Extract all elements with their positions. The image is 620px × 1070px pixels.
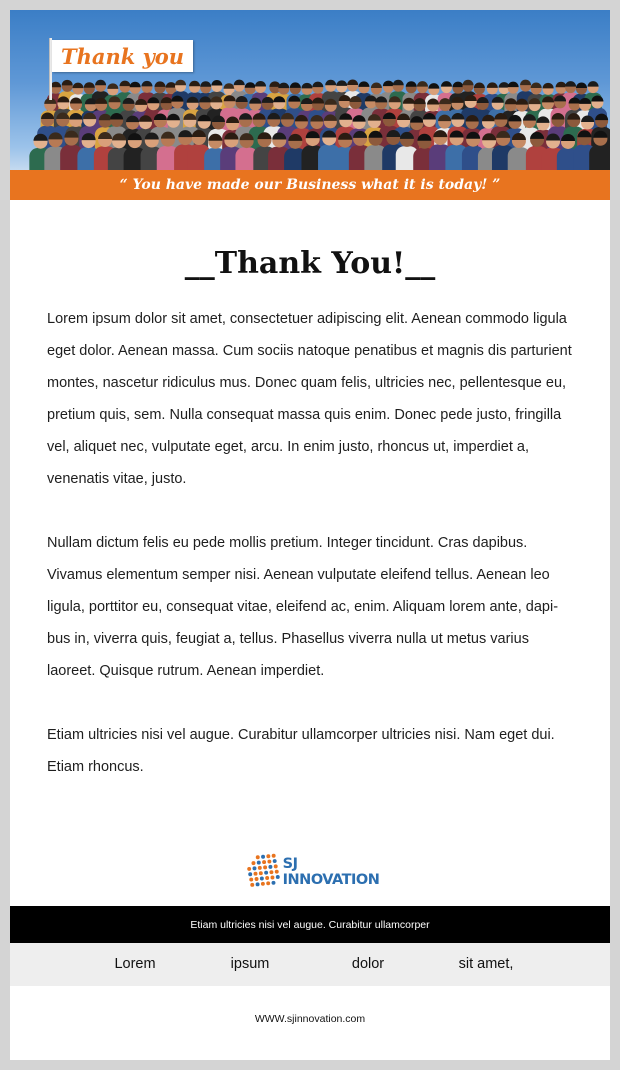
crowd-person-hair — [200, 81, 211, 86]
crowd-person-hair — [107, 83, 118, 89]
crowd-person-hair — [520, 80, 531, 86]
crowd-person-hair — [406, 81, 417, 87]
footer-nav-link-sit-amet[interactable]: sit amet, — [458, 956, 514, 972]
crowd-person-hair — [543, 83, 554, 88]
crowd-person-hair — [383, 81, 394, 86]
crowd-person-hair — [463, 80, 474, 86]
body-text — [47, 303, 573, 815]
crowd-person-hair — [234, 80, 245, 86]
footer-nav-link-lorem[interactable]: Lorem — [114, 956, 156, 972]
logo-text: SJ INNOVATION — [282, 856, 380, 888]
crowd-person-hair — [302, 83, 313, 89]
crowd-photo — [10, 10, 610, 172]
crowd-person-hair — [255, 81, 266, 87]
footer-tagline-bar — [10, 906, 610, 943]
logo-dot — [269, 870, 273, 874]
logo-dot — [254, 872, 258, 876]
logo-dot — [261, 855, 265, 859]
logo-dot — [275, 870, 279, 874]
crowd-person-hair — [175, 80, 186, 85]
crowd-person-body — [589, 145, 610, 172]
logo-dot — [247, 867, 251, 871]
website-link[interactable]: WWW.sjinnovation.com — [254, 1013, 366, 1025]
logo-dot — [265, 876, 269, 880]
paragraph-3: Etiam ultricies nisi vel augue. Curabitur ullamcorper ultricies nisi. Nam eget dui. Etiam rhoncus. — [47, 727, 555, 775]
crowd-person-hair — [155, 81, 166, 87]
company-logo[interactable] — [242, 850, 382, 894]
slogan-bar — [10, 170, 610, 200]
logo-dot — [260, 877, 264, 881]
logo-dot — [251, 861, 255, 865]
crowd-person-hair — [95, 80, 106, 85]
logo-dot — [257, 861, 261, 865]
logo-dot — [267, 860, 271, 864]
logo-dot — [272, 854, 276, 858]
crowd-person-hair — [453, 82, 464, 88]
logo-dot — [258, 866, 262, 870]
logo-dot — [249, 878, 253, 882]
footer-nav — [10, 943, 610, 986]
crowd-person-hair — [417, 81, 428, 87]
crowd-person-hair — [588, 81, 599, 87]
footer-nav-link-ipsum[interactable]: ipsum — [230, 956, 270, 972]
crowd-person-hair — [189, 81, 200, 87]
crowd-person-hair — [62, 80, 73, 86]
logo-dot — [273, 859, 277, 863]
crowd-person-hair — [487, 82, 498, 88]
crowd-person-hair — [245, 82, 256, 88]
logo-dot — [250, 883, 254, 887]
crowd-person-hair — [347, 80, 358, 85]
footer-tagline: Etiam ultricies nisi vel augue. Curabitur ullamcorper — [190, 918, 430, 931]
crowd-person-hair — [441, 81, 452, 87]
thank-you-flag — [49, 38, 193, 76]
logo-dot — [259, 871, 263, 875]
logo-dot — [256, 855, 260, 859]
logo-dot — [264, 871, 268, 875]
logo-dot — [274, 864, 278, 868]
flag-cloth — [52, 40, 193, 72]
crowd-person-hair — [556, 82, 567, 88]
crowd-person-hair — [72, 83, 83, 89]
crowd-person-hair — [371, 82, 382, 87]
footer-nav-link-dolor[interactable]: dolor — [351, 956, 385, 972]
logo-dot — [268, 865, 272, 869]
crowd-person-hair — [336, 80, 347, 86]
logo-dot — [266, 854, 270, 858]
crowd-person-hair — [141, 81, 152, 87]
logo-dot — [255, 877, 259, 881]
logo-dot — [261, 882, 265, 886]
crowd-person-hair — [508, 82, 519, 88]
hero-banner — [10, 10, 610, 172]
crowd-person-hair — [576, 82, 587, 88]
crowd-person-hair — [358, 81, 369, 87]
crowd-person-hair — [290, 82, 301, 87]
logo-dot — [263, 865, 267, 869]
crowd-person-hair — [531, 82, 542, 88]
crowd-person-hair — [211, 80, 222, 85]
crowd-person-hair — [474, 83, 485, 89]
email-container — [10, 10, 610, 1060]
flag-text: Thank you — [60, 43, 185, 69]
crowd-person-hair — [224, 83, 235, 88]
crowd-person-hair — [428, 83, 439, 89]
crowd-person-hair — [565, 81, 576, 87]
crowd-person-hair — [84, 82, 95, 88]
crowd-person-hair — [312, 82, 323, 88]
crowd-person-hair — [166, 82, 177, 88]
crowd-person-hair — [278, 83, 289, 89]
logo-dot — [248, 872, 252, 876]
logo-dot — [272, 881, 276, 885]
logo-dot — [256, 882, 260, 886]
crowd-person-hair — [119, 81, 130, 86]
crowd-person-hair — [393, 80, 404, 86]
dot-grid-logo-icon — [242, 850, 280, 894]
logo-dot — [270, 876, 274, 880]
logo-dot — [253, 866, 257, 870]
crowd-person-hair — [325, 80, 336, 86]
paragraph-1: Lorem ipsum dolor sit amet, consectetuer adipiscing elit. Aenean commodo ligula eget dolor. Aenean massa. Cum sociis natoque penatibus et magnis dis parturient montes, nascetur ridiculus mus. Donec quam felis, ultricies nec, pellentesque eu, pretium quis, sem. Nulla consequat massa quis enim. Donec pede justo, fringilla vel, aliquet nec, vulputate eget, arcu. In enim justo, rhoncus ut, imperdiet a, venenatis vitae, justo. — [47, 311, 572, 487]
paragraph-2: Nullam dictum felis eu pede mollis pretium. Integer tincidunt. Cras dapibus. Vivamus elementum semper nisi. Aenean vulputate eleifend tellus. Aenean leo ligula, porttitor eu, consequat vitae, eleifend ac, enim. Aliquam lorem ante, dapibus in, viverra quis, feugiat a, tellus. Phasellus viverra nulla ut metus varius laoreet. Quisque rutrum. Aenean imperdiet. — [47, 535, 559, 679]
logo-dot — [276, 875, 280, 879]
slogan-text: “ You have made our Business what it is today! ” — [119, 177, 501, 193]
page-title: __Thank You!__ — [184, 246, 436, 281]
logo-dot — [266, 881, 270, 885]
logo-dot — [262, 860, 266, 864]
crowd-person-hair — [130, 82, 141, 87]
